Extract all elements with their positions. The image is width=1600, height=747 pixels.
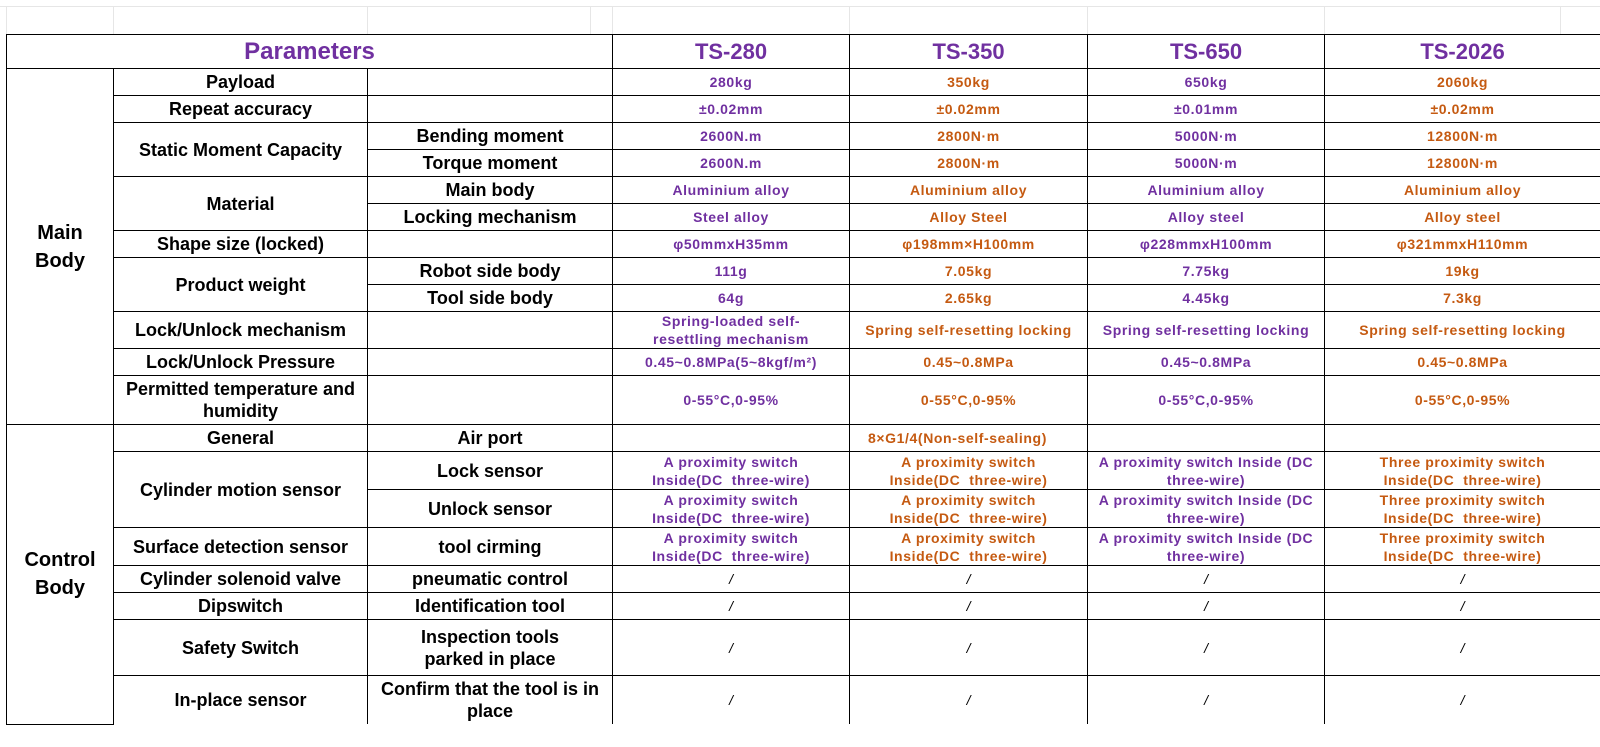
param-label: Cylinder motion sensor	[114, 452, 368, 528]
param-label: Static Moment Capacity	[114, 123, 368, 177]
value-cell: A proximity switch Inside(DC three-wire)	[613, 528, 850, 566]
value-cell: φ228mmxH100mm	[1088, 231, 1325, 258]
sub-label	[368, 69, 613, 96]
value-cell: 12800N·m	[1325, 123, 1600, 150]
param-label: Safety Switch	[114, 620, 368, 676]
value-cell: /	[850, 676, 1088, 725]
value-cell: φ50mmxH35mm	[613, 231, 850, 258]
param-label: Shape size (locked)	[114, 231, 368, 258]
value-cell: A proximity switch Inside(DC three-wire)	[850, 528, 1088, 566]
section-control-body: Control Body	[7, 425, 114, 725]
value-cell: 280kg	[613, 69, 850, 96]
sub-label: Locking mechanism	[368, 204, 613, 231]
sub-label: Lock sensor	[368, 452, 613, 490]
sub-label	[368, 231, 613, 258]
param-label: General	[114, 425, 368, 452]
value-cell: 12800N·m	[1325, 150, 1600, 177]
value-cell: A proximity switch Inside(DC three-wire)	[613, 452, 850, 490]
value-cell: /	[1088, 566, 1325, 593]
param-label: Lock/Unlock Pressure	[114, 349, 368, 376]
param-label: Surface detection sensor	[114, 528, 368, 566]
model-header: TS-2026	[1325, 35, 1600, 69]
value-cell: 2600N.m	[613, 123, 850, 150]
value-cell: Alloy Steel	[850, 204, 1088, 231]
value-cell: Aluminium alloy	[613, 177, 850, 204]
value-cell: Aluminium alloy	[1325, 177, 1600, 204]
sub-label: pneumatic control	[368, 566, 613, 593]
sub-label: Main body	[368, 177, 613, 204]
param-label: Permitted temperature and humidity	[114, 376, 368, 425]
spreadsheet-gridlines	[0, 0, 1600, 34]
value-cell: 650kg	[1088, 69, 1325, 96]
value-cell: ±0.02mm	[613, 96, 850, 123]
value-cell: Alloy steel	[1088, 204, 1325, 231]
value-cell: 2.65kg	[850, 285, 1088, 312]
sub-label: Confirm that the tool is in place	[368, 676, 613, 725]
model-header: TS-280	[613, 35, 850, 69]
value-cell: Spring self-resetting locking	[850, 312, 1088, 349]
value-cell: 0-55°C,0-95%	[850, 376, 1088, 425]
value-cell: Aluminium alloy	[850, 177, 1088, 204]
value-cell: 7.3kg	[1325, 285, 1600, 312]
value-cell: A proximity switch Inside(DC three-wire)	[613, 490, 850, 528]
sub-label: Torque moment	[368, 150, 613, 177]
section-main-body: Main Body	[7, 69, 114, 425]
sub-label: Bending moment	[368, 123, 613, 150]
value-cell: ±0.02mm	[1325, 96, 1600, 123]
value-cell: /	[613, 620, 850, 676]
value-cell: 0.45~0.8MPa	[1088, 349, 1325, 376]
value-cell: A proximity switch Inside (DC three-wire)	[1088, 528, 1325, 566]
value-cell: /	[1325, 566, 1600, 593]
sub-label	[368, 96, 613, 123]
model-header: TS-350	[850, 35, 1088, 69]
value-cell: /	[850, 593, 1088, 620]
sub-label: tool cirming	[368, 528, 613, 566]
value-cell: ±0.01mm	[1088, 96, 1325, 123]
value-cell: 0.45~0.8MPa	[1325, 349, 1600, 376]
sub-label	[368, 376, 613, 425]
sub-label	[368, 312, 613, 349]
value-cell: 0.45~0.8MPa(5~8kgf/m²)	[613, 349, 850, 376]
param-label: Cylinder solenoid valve	[114, 566, 368, 593]
value-cell: Spring self-resetting locking	[1325, 312, 1600, 349]
value-cell: /	[1325, 620, 1600, 676]
value-cell: Three proximity switch Inside(DC three-wire)	[1325, 490, 1600, 528]
value-cell: Three proximity switch Inside(DC three-wire)	[1325, 452, 1600, 490]
value-cell: /	[850, 620, 1088, 676]
value-cell: 7.05kg	[850, 258, 1088, 285]
value-cell: 64g	[613, 285, 850, 312]
value-cell	[1088, 425, 1325, 452]
parameters-header: Parameters	[7, 35, 613, 69]
value-cell: 0.45~0.8MPa	[850, 349, 1088, 376]
value-cell: φ198mm×H100mm	[850, 231, 1088, 258]
value-cell: φ321mmxH110mm	[1325, 231, 1600, 258]
value-cell: /	[1088, 620, 1325, 676]
value-cell: 4.45kg	[1088, 285, 1325, 312]
value-cell: ±0.02mm	[850, 96, 1088, 123]
param-label: In-place sensor	[114, 676, 368, 725]
value-cell: Spring-loaded self-resettling mechanism	[613, 312, 850, 349]
spec-table	[6, 34, 1600, 725]
param-label: Lock/Unlock mechanism	[114, 312, 368, 349]
value-cell: 2600N.m	[613, 150, 850, 177]
param-label: Payload	[114, 69, 368, 96]
value-cell: 2800N·m	[850, 123, 1088, 150]
value-cell: Aluminium alloy	[1088, 177, 1325, 204]
value-cell: 2060kg	[1325, 69, 1600, 96]
value-cell: 5000N·m	[1088, 123, 1325, 150]
value-cell: /	[1088, 593, 1325, 620]
value-cell	[1325, 425, 1600, 452]
sub-label: Air port	[368, 425, 613, 452]
sub-label: Identification tool	[368, 593, 613, 620]
value-cell: /	[1325, 676, 1600, 725]
value-cell: Spring self-resetting locking	[1088, 312, 1325, 349]
value-cell: Steel alloy	[613, 204, 850, 231]
value-cell: 111g	[613, 258, 850, 285]
param-label: Dipswitch	[114, 593, 368, 620]
value-cell: /	[1325, 593, 1600, 620]
value-cell: 0-55°C,0-95%	[1325, 376, 1600, 425]
value-cell: /	[613, 593, 850, 620]
value-cell: /	[613, 676, 850, 725]
value-cell: /	[613, 566, 850, 593]
value-cell: 8×G1/4(Non-self-sealing)	[850, 425, 1088, 452]
value-cell: A proximity switch Inside(DC three-wire)	[850, 490, 1088, 528]
value-cell: 0-55°C,0-95%	[1088, 376, 1325, 425]
value-cell: 2800N·m	[850, 150, 1088, 177]
value-cell: 7.75kg	[1088, 258, 1325, 285]
param-label: Repeat accuracy	[114, 96, 368, 123]
value-cell: A proximity switch Inside (DC three-wire)	[1088, 490, 1325, 528]
sub-label: Inspection tools parked in place	[368, 620, 613, 676]
value-cell: /	[1088, 676, 1325, 725]
value-cell: 19kg	[1325, 258, 1600, 285]
model-header: TS-650	[1088, 35, 1325, 69]
value-cell: A proximity switch Inside(DC three-wire)	[850, 452, 1088, 490]
value-cell: 0-55°C,0-95%	[613, 376, 850, 425]
param-label: Material	[114, 177, 368, 231]
value-cell	[613, 425, 850, 452]
sub-label	[368, 349, 613, 376]
value-cell: A proximity switch Inside (DC three-wire)	[1088, 452, 1325, 490]
value-cell: Three proximity switch Inside(DC three-wire)	[1325, 528, 1600, 566]
value-cell: /	[850, 566, 1088, 593]
value-cell: 350kg	[850, 69, 1088, 96]
value-cell: Alloy steel	[1325, 204, 1600, 231]
sub-label: Tool side body	[368, 285, 613, 312]
sub-label: Unlock sensor	[368, 490, 613, 528]
param-label: Product weight	[114, 258, 368, 312]
value-cell: 5000N·m	[1088, 150, 1325, 177]
sub-label: Robot side body	[368, 258, 613, 285]
